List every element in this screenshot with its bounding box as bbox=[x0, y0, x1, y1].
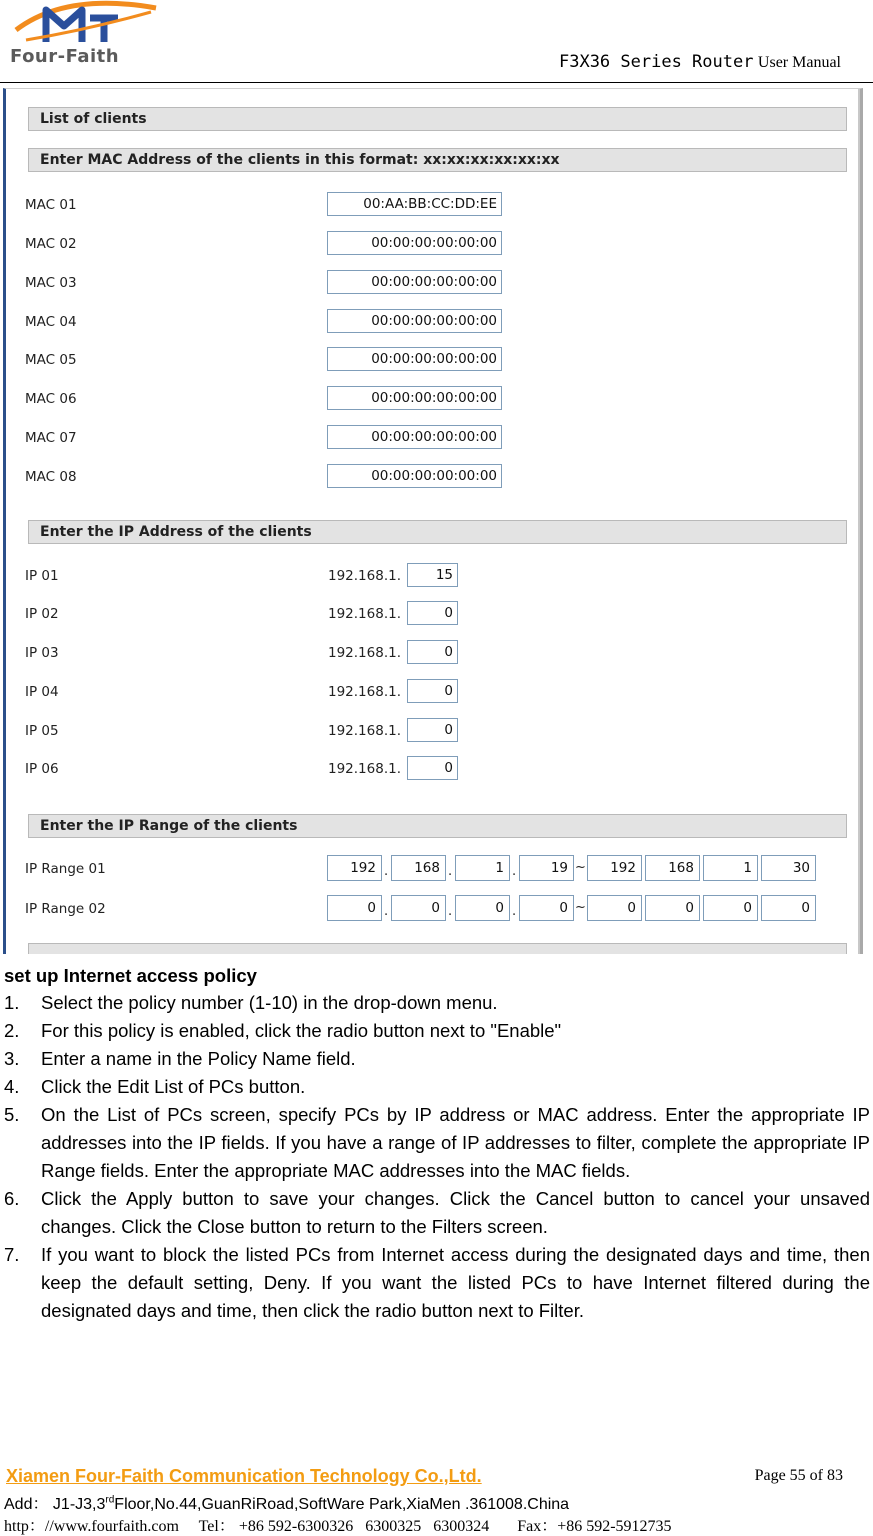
logo-text: Four-Faith bbox=[10, 46, 120, 67]
range-to-octet[interactable]: 1 bbox=[703, 855, 758, 881]
range-to-octet[interactable]: 168 bbox=[645, 855, 700, 881]
range-to-octet[interactable]: 0 bbox=[645, 895, 700, 921]
step-item bbox=[4, 1045, 870, 1073]
range-from-octet[interactable]: 0 bbox=[327, 895, 382, 921]
ip-prefix: 192.168.1. bbox=[328, 761, 401, 777]
logo-icon bbox=[6, 0, 166, 48]
octet-separator: . bbox=[448, 864, 453, 879]
mac-input[interactable]: 00:00:00:00:00:00 bbox=[327, 231, 502, 255]
step-item bbox=[4, 1017, 870, 1045]
step-item bbox=[4, 1101, 870, 1185]
octet-separator: . bbox=[512, 904, 517, 919]
range-to-octet[interactable]: 0 bbox=[587, 895, 642, 921]
range-to-octet[interactable]: 30 bbox=[761, 855, 816, 881]
step-text: Click the Apply button to save your changes. Click the Cancel button to cancel your unsaved changes. Click the Close button to return to the Filters screen. bbox=[41, 1188, 870, 1237]
ip-label: IP 05 bbox=[25, 723, 59, 739]
range-from-octet[interactable]: 192 bbox=[327, 855, 382, 881]
step-item bbox=[4, 1073, 870, 1101]
ip-prefix: 192.168.1. bbox=[328, 684, 401, 700]
range-label: IP Range 02 bbox=[25, 901, 106, 917]
page-header bbox=[0, 0, 873, 83]
step-item bbox=[4, 989, 870, 1017]
section-list-of-clients: List of clients bbox=[28, 107, 847, 131]
octet-separator: . bbox=[384, 904, 389, 919]
step-item bbox=[4, 1185, 870, 1241]
range-from-octet[interactable]: 168 bbox=[391, 855, 446, 881]
mac-label: MAC 05 bbox=[25, 352, 77, 368]
mac-label: MAC 04 bbox=[25, 314, 77, 330]
four-faith-logo bbox=[6, 0, 166, 72]
mac-input[interactable]: 00:00:00:00:00:00 bbox=[327, 386, 502, 410]
mac-input[interactable]: 00:00:00:00:00:00 bbox=[327, 464, 502, 488]
step-number: 2. bbox=[4, 1020, 20, 1041]
instructions-heading: set up Internet access policy bbox=[4, 965, 257, 986]
mac-input[interactable]: 00:AA:BB:CC:DD:EE bbox=[327, 192, 502, 216]
step-text: Select the policy number (1-10) in the drop-down menu. bbox=[41, 992, 498, 1013]
step-number: 5. bbox=[4, 1104, 20, 1125]
ip-prefix: 192.168.1. bbox=[328, 645, 401, 661]
steps-list bbox=[4, 989, 870, 1325]
contact-info: http：//www.fourfaith.com Tel： +86 592-6300326 6300325 6300324 Fax：+86 592-5912735 bbox=[4, 1518, 672, 1535]
ip-prefix: 192.168.1. bbox=[328, 568, 401, 584]
ip-input[interactable]: 0 bbox=[407, 756, 458, 780]
step-text: Click the Edit List of PCs button. bbox=[41, 1076, 306, 1097]
range-from-octet[interactable]: 0 bbox=[391, 895, 446, 921]
octet-separator: . bbox=[384, 864, 389, 879]
step-item bbox=[4, 1241, 870, 1325]
ip-input[interactable]: 0 bbox=[407, 601, 458, 625]
ip-prefix: 192.168.1. bbox=[328, 606, 401, 622]
range-to-octet[interactable]: 192 bbox=[587, 855, 642, 881]
company-link[interactable]: Xiamen Four-Faith Communication Technology Co.,Ltd. bbox=[6, 1466, 482, 1486]
ip-label: IP 03 bbox=[25, 645, 59, 661]
step-number: 7. bbox=[4, 1244, 20, 1265]
ip-label: IP 04 bbox=[25, 684, 59, 700]
range-tilde: ~ bbox=[575, 900, 586, 915]
list-of-clients-screenshot bbox=[3, 88, 863, 954]
step-text: For this policy is enabled, click the radio button next to "Enable" bbox=[41, 1020, 562, 1041]
range-from-octet[interactable]: 1 bbox=[455, 855, 510, 881]
octet-separator: . bbox=[448, 904, 453, 919]
step-number: 1. bbox=[4, 992, 20, 1013]
octet-separator: . bbox=[512, 864, 517, 879]
address-prefix: Add： J1-J3,3 bbox=[4, 1496, 106, 1513]
mac-label: MAC 01 bbox=[25, 197, 77, 213]
ip-label: IP 02 bbox=[25, 606, 59, 622]
address-superscript: rd bbox=[105, 1494, 115, 1506]
document-title bbox=[559, 52, 841, 72]
manual-label: User Manual bbox=[757, 54, 841, 71]
step-text: On the List of PCs screen, specify PCs by IP address or MAC address. Enter the appropriate IP addresses into the IP fields. If you have a range of IP addresses to filter, complete the appropriate IP Range fields. Enter the appropriate MAC addresses into the MAC fields. bbox=[41, 1104, 870, 1181]
range-from-octet[interactable]: 0 bbox=[455, 895, 510, 921]
mac-label: MAC 06 bbox=[25, 391, 77, 407]
mac-input[interactable]: 00:00:00:00:00:00 bbox=[327, 347, 502, 371]
mac-input[interactable]: 00:00:00:00:00:00 bbox=[327, 425, 502, 449]
mac-label: MAC 07 bbox=[25, 430, 77, 446]
mac-input[interactable]: 00:00:00:00:00:00 bbox=[327, 270, 502, 294]
mac-label: MAC 03 bbox=[25, 275, 77, 291]
mac-label: MAC 08 bbox=[25, 469, 77, 485]
ip-label: IP 01 bbox=[25, 568, 59, 584]
address bbox=[4, 1491, 569, 1514]
section-ip-heading: Enter the IP Address of the clients bbox=[28, 520, 847, 544]
step-text: If you want to block the listed PCs from Internet access during the designated days and time, then keep the default setting, Deny. If you want the listed PCs to have Internet filtered during the designated days and time, then click the radio button next to Filter. bbox=[41, 1244, 870, 1321]
instructions bbox=[4, 963, 870, 1325]
section-cutoff-bar bbox=[28, 943, 847, 954]
ip-input[interactable]: 0 bbox=[407, 640, 458, 664]
step-text: Enter a name in the Policy Name field. bbox=[41, 1048, 356, 1069]
range-from-octet[interactable]: 0 bbox=[519, 895, 574, 921]
range-to-octet[interactable]: 0 bbox=[703, 895, 758, 921]
ip-input[interactable]: 0 bbox=[407, 718, 458, 742]
address-rest: Floor,No.44,GuanRiRoad,SoftWare Park,XiaMen .361008.China bbox=[114, 1496, 570, 1513]
section-mac-heading: Enter MAC Address of the clients in this format: xx:xx:xx:xx:xx:xx bbox=[28, 148, 847, 172]
scrollbar[interactable] bbox=[858, 89, 860, 954]
range-label: IP Range 01 bbox=[25, 861, 106, 877]
mac-input[interactable]: 00:00:00:00:00:00 bbox=[327, 309, 502, 333]
step-number: 4. bbox=[4, 1076, 20, 1097]
range-from-octet[interactable]: 19 bbox=[519, 855, 574, 881]
product-series: F3X36 Series Router bbox=[558, 52, 754, 72]
section-range-heading: Enter the IP Range of the clients bbox=[28, 814, 847, 838]
page-number: Page 55 of 83 bbox=[754, 1467, 843, 1484]
page-footer bbox=[0, 1463, 873, 1534]
step-number: 6. bbox=[4, 1188, 20, 1209]
range-tilde: ~ bbox=[575, 860, 586, 875]
mac-label: MAC 02 bbox=[25, 236, 77, 252]
range-to-octet[interactable]: 0 bbox=[761, 895, 816, 921]
step-number: 3. bbox=[4, 1048, 20, 1069]
ip-input[interactable]: 0 bbox=[407, 679, 458, 703]
ip-prefix: 192.168.1. bbox=[328, 723, 401, 739]
ip-label: IP 06 bbox=[25, 761, 59, 777]
ip-input[interactable]: 15 bbox=[407, 563, 458, 587]
